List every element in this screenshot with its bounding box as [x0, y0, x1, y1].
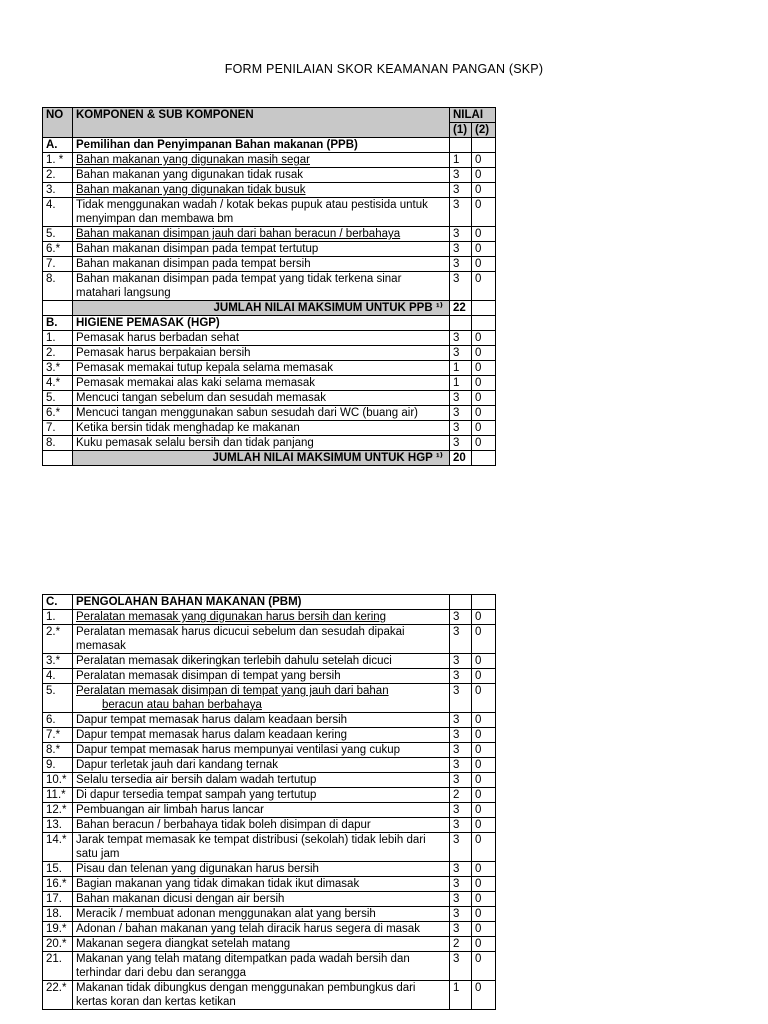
- row-text: Bahan makanan dicusi dengan air bersih: [73, 892, 450, 907]
- row-text: Makanan yang telah matang ditempatkan pada wadah bersih dan terhindar dari debu dan serangga: [73, 952, 450, 981]
- row-value-2: 0: [472, 981, 496, 1010]
- row-value-1: 3: [450, 803, 472, 818]
- section-c-row: [43, 595, 496, 610]
- section-a-sum-label: JUMLAH NILAI MAKSIMUM UNTUK PPB ¹⁾: [73, 301, 450, 316]
- table-row: [43, 892, 496, 907]
- row-value-2: 0: [472, 227, 496, 242]
- row-text: Dapur terletak jauh dari kandang ternak: [73, 758, 450, 773]
- table-row: [43, 758, 496, 773]
- table-row: [43, 610, 496, 625]
- table-row: [43, 183, 496, 198]
- row-text: Bahan makanan disimpan pada tempat bersih: [73, 257, 450, 272]
- row-no: 4.: [43, 198, 73, 227]
- row-no: 2.*: [43, 625, 73, 654]
- row-no: 16.*: [43, 877, 73, 892]
- row-text: Bahan beracun / berbahaya tidak boleh disimpan di dapur: [73, 818, 450, 833]
- row-value-2: 0: [472, 654, 496, 669]
- row-value-1: 3: [450, 892, 472, 907]
- row-value-1: 3: [450, 625, 472, 654]
- row-value-1: 3: [450, 272, 472, 301]
- row-no: 5.: [43, 684, 73, 713]
- row-value-1: 3: [450, 406, 472, 421]
- row-no: 1. *: [43, 153, 73, 168]
- row-text: Ketika bersin tidak menghadap ke makanan: [73, 421, 450, 436]
- row-no: 21.: [43, 952, 73, 981]
- section-b-sum-value: 20: [450, 451, 472, 466]
- row-no: 2.: [43, 168, 73, 183]
- section-c-code: C.: [43, 595, 73, 610]
- row-no: 14.*: [43, 833, 73, 862]
- row-value-2: 0: [472, 242, 496, 257]
- table-row: [43, 833, 496, 862]
- row-no: 5.: [43, 227, 73, 242]
- section-c-title: PENGOLAHAN BAHAN MAKANAN (PBM): [73, 595, 450, 610]
- table-row: [43, 981, 496, 1010]
- row-no: 8.: [43, 436, 73, 451]
- header-col2: (2): [472, 123, 496, 138]
- header-komponen: KOMPONEN & SUB KOMPONEN: [73, 108, 450, 138]
- table-row: [43, 654, 496, 669]
- row-value-1: 3: [450, 743, 472, 758]
- row-value-2: 0: [472, 153, 496, 168]
- row-value-2: 0: [472, 728, 496, 743]
- row-value-2: 0: [472, 436, 496, 451]
- row-text: Dapur tempat memasak harus dalam keadaan kering: [73, 728, 450, 743]
- row-value-1: 3: [450, 728, 472, 743]
- table-row: [43, 376, 496, 391]
- header-no: NO: [43, 108, 73, 138]
- header-col1: (1): [450, 123, 472, 138]
- row-value-2: 0: [472, 952, 496, 981]
- row-text: Jarak tempat memasak ke tempat distribusi (sekolah) tidak lebih dari satu jam: [73, 833, 450, 862]
- row-value-2: 0: [472, 862, 496, 877]
- row-no: 3.: [43, 183, 73, 198]
- row-value-1: 3: [450, 257, 472, 272]
- section-a-row: [43, 138, 496, 153]
- row-no: 6.: [43, 713, 73, 728]
- row-text: Dapur tempat memasak harus mempunyai ventilasi yang cukup: [73, 743, 450, 758]
- row-value-1: 3: [450, 168, 472, 183]
- row-text: Pemasak harus berpakaian bersih: [73, 346, 450, 361]
- row-value-1: 3: [450, 242, 472, 257]
- row-text-line1: Peralatan memasak disimpan di tempat yang jauh dari bahan: [76, 685, 389, 697]
- row-value-1: 3: [450, 922, 472, 937]
- score-table-ppb-hgp: [42, 107, 496, 466]
- row-value-2: 0: [472, 376, 496, 391]
- row-text: Pembuangan air limbah harus lancar: [73, 803, 450, 818]
- row-no: 11.*: [43, 788, 73, 803]
- row-text: Makanan tidak dibungkus dengan menggunakan pembungkus dari kertas koran dan kertas ketikan: [73, 981, 450, 1010]
- row-value-2: 0: [472, 391, 496, 406]
- table-row: [43, 436, 496, 451]
- row-value-1: 3: [450, 773, 472, 788]
- row-value-1: 3: [450, 907, 472, 922]
- table-row: [43, 168, 496, 183]
- row-value-1: 3: [450, 436, 472, 451]
- row-no: 7.*: [43, 728, 73, 743]
- row-value-1: 3: [450, 877, 472, 892]
- row-no: 8.: [43, 272, 73, 301]
- row-text: Pemasak memakai alas kaki selama memasak: [73, 376, 450, 391]
- row-value-1: 1: [450, 361, 472, 376]
- table-header-row: [43, 108, 496, 123]
- row-value-2: 0: [472, 743, 496, 758]
- section-b-sum-label: JUMLAH NILAI MAKSIMUM UNTUK HGP ¹⁾: [73, 451, 450, 466]
- row-no: 22.*: [43, 981, 73, 1010]
- row-value-1: 3: [450, 818, 472, 833]
- row-text: Peralatan memasak yang digunakan harus bersih dan kering: [73, 610, 450, 625]
- row-value-2: 0: [472, 907, 496, 922]
- row-value-1: 3: [450, 833, 472, 862]
- row-value-1: 3: [450, 421, 472, 436]
- row-text: Bahan makanan yang digunakan masih segar: [73, 153, 450, 168]
- row-text: Di dapur tersedia tempat sampah yang tertutup: [73, 788, 450, 803]
- row-text: Pemasak memakai tutup kepala selama memasak: [73, 361, 450, 376]
- row-no: 7.: [43, 257, 73, 272]
- row-text-line2: beracun atau bahan berbahaya: [102, 699, 262, 711]
- row-no: 3.*: [43, 654, 73, 669]
- row-value-2: 0: [472, 610, 496, 625]
- section-b-row: [43, 316, 496, 331]
- row-value-2: 0: [472, 168, 496, 183]
- page-title: FORM PENILAIAN SKOR KEAMANAN PANGAN (SKP): [224, 62, 544, 76]
- row-value-1: 3: [450, 331, 472, 346]
- table-row: [43, 391, 496, 406]
- table-row: [43, 922, 496, 937]
- table-row: [43, 361, 496, 376]
- table-row: [43, 907, 496, 922]
- row-value-2: 0: [472, 818, 496, 833]
- table-row: [43, 803, 496, 818]
- section-a-sum-value: 22: [450, 301, 472, 316]
- row-value-2: 0: [472, 788, 496, 803]
- table-row: [43, 198, 496, 227]
- table-row: [43, 227, 496, 242]
- row-text: Peralatan memasak disimpan di tempat yang bersih: [73, 669, 450, 684]
- table-row: [43, 773, 496, 788]
- table-row: [43, 713, 496, 728]
- row-no: 12.*: [43, 803, 73, 818]
- table-row: [43, 684, 496, 713]
- section-b-sum-row: [43, 451, 496, 466]
- row-value-2: 0: [472, 406, 496, 421]
- table-row: [43, 406, 496, 421]
- row-value-2: 0: [472, 833, 496, 862]
- row-value-2: 0: [472, 183, 496, 198]
- row-value-2: 0: [472, 892, 496, 907]
- section-b-title: HIGIENE PEMASAK (HGP): [73, 316, 450, 331]
- row-value-1: 3: [450, 183, 472, 198]
- row-no: 20.*: [43, 937, 73, 952]
- row-no: 6.*: [43, 406, 73, 421]
- row-value-1: 3: [450, 952, 472, 981]
- row-value-2: 0: [472, 346, 496, 361]
- section-a-sum-row: [43, 301, 496, 316]
- table-row: [43, 937, 496, 952]
- table-row: [43, 272, 496, 301]
- row-value-1: 3: [450, 391, 472, 406]
- row-text: Peralatan memasak harus dicucui sebelum dan sesudah dipakai memasak: [73, 625, 450, 654]
- row-value-2: 0: [472, 272, 496, 301]
- row-value-1: 3: [450, 227, 472, 242]
- row-value-1: 1: [450, 376, 472, 391]
- row-text: Pisau dan telenan yang digunakan harus bersih: [73, 862, 450, 877]
- row-no: 4.*: [43, 376, 73, 391]
- row-no: 3.*: [43, 361, 73, 376]
- row-value-2: 0: [472, 669, 496, 684]
- table-row: [43, 877, 496, 892]
- row-text: Bahan makanan disimpan pada tempat tertutup: [73, 242, 450, 257]
- row-value-1: 2: [450, 788, 472, 803]
- table-row: [43, 242, 496, 257]
- row-value-2: 0: [472, 684, 496, 713]
- row-value-1: 3: [450, 684, 472, 713]
- row-value-1: 3: [450, 346, 472, 361]
- table-row: [43, 331, 496, 346]
- table-row: [43, 952, 496, 981]
- table-row: [43, 728, 496, 743]
- row-value-1: 2: [450, 937, 472, 952]
- row-text: Tidak menggunakan wadah / kotak bekas pupuk atau pestisida untuk menyimpan dan membawa bm: [73, 198, 450, 227]
- row-text: Peralatan memasak dikeringkan terlebih dahulu setelah dicuci: [73, 654, 450, 669]
- row-value-1: 3: [450, 610, 472, 625]
- section-b-code: B.: [43, 316, 73, 331]
- row-value-1: 3: [450, 198, 472, 227]
- row-text: Bahan makanan disimpan jauh dari bahan beracun / berbahaya: [73, 227, 450, 242]
- row-value-2: 0: [472, 937, 496, 952]
- row-text: Adonan / bahan makanan yang telah diracik harus segera di masak: [73, 922, 450, 937]
- row-no: 6.*: [43, 242, 73, 257]
- row-value-2: 0: [472, 877, 496, 892]
- table-row: [43, 257, 496, 272]
- row-text: Makanan segera diangkat setelah matang: [73, 937, 450, 952]
- table-row: [43, 788, 496, 803]
- table-row: [43, 743, 496, 758]
- row-no: 18.: [43, 907, 73, 922]
- score-table-pbm: [42, 594, 496, 1010]
- row-text: Selalu tersedia air bersih dalam wadah tertutup: [73, 773, 450, 788]
- row-no: 19.*: [43, 922, 73, 937]
- row-text: Meracik / membuat adonan menggunakan alat yang bersih: [73, 907, 450, 922]
- row-value-1: 3: [450, 713, 472, 728]
- section-a-title: Pemilihan dan Penyimpanan Bahan makanan (PPB): [73, 138, 450, 153]
- table-row: [43, 818, 496, 833]
- row-no: 7.: [43, 421, 73, 436]
- row-no: 9.: [43, 758, 73, 773]
- row-no: 1.: [43, 331, 73, 346]
- row-no: 5.: [43, 391, 73, 406]
- row-text: Dapur tempat memasak harus dalam keadaan bersih: [73, 713, 450, 728]
- row-value-2: 0: [472, 713, 496, 728]
- table-row: [43, 625, 496, 654]
- row-no: 1.: [43, 610, 73, 625]
- row-no: 10.*: [43, 773, 73, 788]
- row-value-1: 3: [450, 758, 472, 773]
- row-text: Mencuci tangan menggunakan sabun sesudah dari WC (buang air): [73, 406, 450, 421]
- row-text: Bahan makanan disimpan pada tempat yang tidak terkena sinar matahari langsung: [73, 272, 450, 301]
- row-no: 17.: [43, 892, 73, 907]
- row-value-2: 0: [472, 198, 496, 227]
- row-value-2: 0: [472, 421, 496, 436]
- row-no: 8.*: [43, 743, 73, 758]
- row-value-1: 1: [450, 981, 472, 1010]
- row-text: [73, 684, 450, 713]
- row-value-2: 0: [472, 922, 496, 937]
- row-value-2: 0: [472, 758, 496, 773]
- row-text: Kuku pemasak selalu bersih dan tidak panjang: [73, 436, 450, 451]
- row-value-2: 0: [472, 803, 496, 818]
- row-text: Bagian makanan yang tidak dimakan tidak ikut dimasak: [73, 877, 450, 892]
- table-row: [43, 862, 496, 877]
- section-a-code: A.: [43, 138, 73, 153]
- table-row: [43, 346, 496, 361]
- row-value-2: 0: [472, 361, 496, 376]
- row-value-2: 0: [472, 773, 496, 788]
- row-text: Bahan makanan yang digunakan tidak rusak: [73, 168, 450, 183]
- row-value-2: 0: [472, 257, 496, 272]
- row-no: 4.: [43, 669, 73, 684]
- row-value-2: 0: [472, 331, 496, 346]
- row-no: 15.: [43, 862, 73, 877]
- row-text: Pemasak harus berbadan sehat: [73, 331, 450, 346]
- row-value-1: 1: [450, 153, 472, 168]
- row-no: 2.: [43, 346, 73, 361]
- row-value-2: 0: [472, 625, 496, 654]
- table-row: [43, 669, 496, 684]
- row-value-1: 3: [450, 654, 472, 669]
- row-text: Bahan makanan yang digunakan tidak busuk: [73, 183, 450, 198]
- row-value-1: 3: [450, 862, 472, 877]
- table-row: [43, 421, 496, 436]
- header-nilai: NILAI: [450, 108, 496, 123]
- table-row: [43, 153, 496, 168]
- row-value-1: 3: [450, 669, 472, 684]
- row-text: Mencuci tangan sebelum dan sesudah memasak: [73, 391, 450, 406]
- row-no: 13.: [43, 818, 73, 833]
